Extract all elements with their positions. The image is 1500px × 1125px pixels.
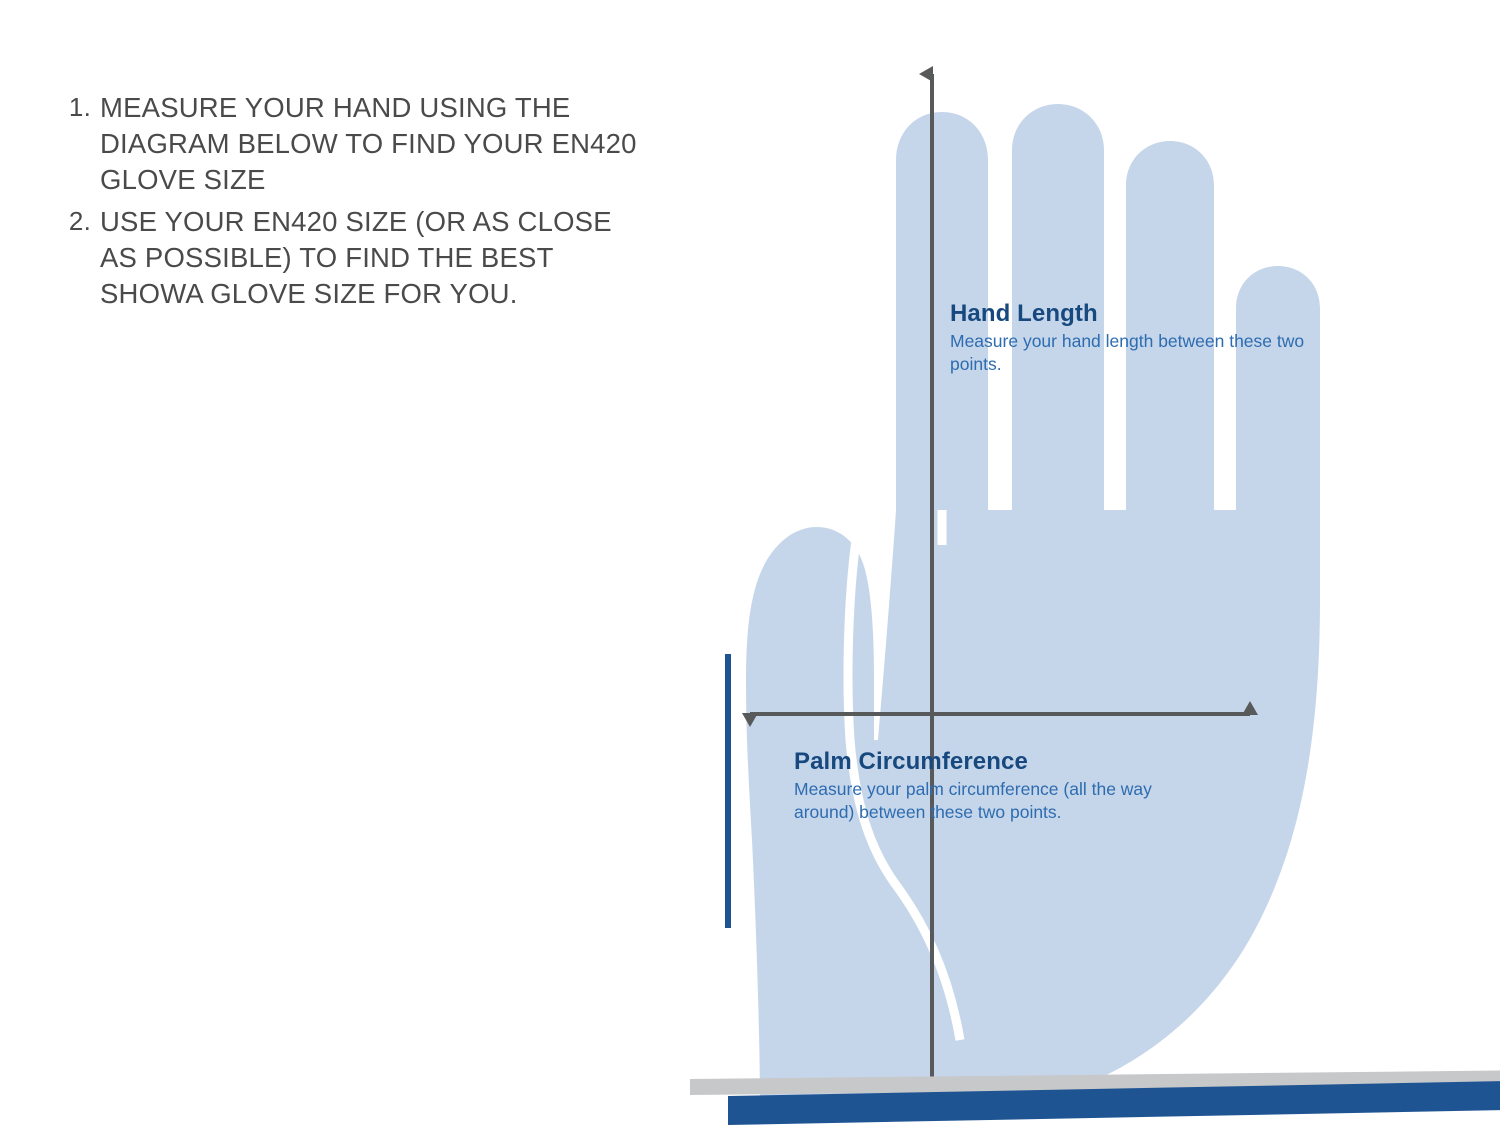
list-item-text: MEASURE YOUR HAND USING THE DIAGRAM BELOW TO FIND YOUR EN420 GLOVE SIZE [100,92,637,196]
callout-hand-length [950,300,1310,377]
list-item-number: 1. [68,92,91,122]
callout-body: Measure your hand length between these two points. [950,331,1305,375]
hand-measurement-diagram [560,40,1370,1125]
callout-palm-circumference [794,748,1164,825]
callout-title: Hand Length [950,300,1098,327]
callout-title: Palm Circumference [794,748,1028,775]
list-item-text: USE YOUR EN420 SIZE (OR AS CLOSE AS POSSIBLE) TO FIND THE BEST SHOWA GLOVE SIZE FOR YOU. [100,206,612,310]
callout-body: Measure your palm circumference (all the way around) between these two points. [794,779,1152,823]
list-item-number: 2. [68,206,91,237]
hand-silhouette [746,104,1320,1105]
